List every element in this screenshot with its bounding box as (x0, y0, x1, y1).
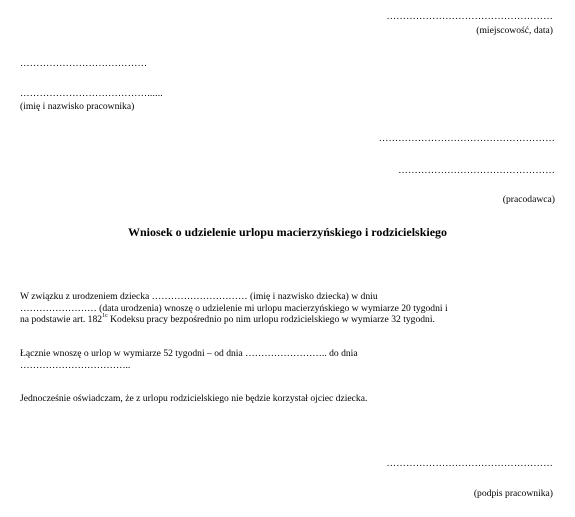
paragraph-request-line-1: W związku z urodzeniem dziecka ………………………… (imię i nazwisko dziecka) w dniu (20, 291, 378, 302)
signature-label: (podpis pracownika) (473, 488, 553, 499)
paragraph-request-line-3 (20, 314, 560, 326)
paragraph-request (20, 291, 560, 326)
employer-label: (pracodawca) (502, 194, 555, 205)
employee-dots-1: ………………………………… (20, 58, 148, 69)
paragraph-request-line-2: …………………… (data urodzenia) wnoszę o udzielenie mi urlopu macierzyńskiego w wymiarze 20 tygodni i (20, 302, 448, 314)
place-date-label: (miejscowość, data) (476, 25, 553, 36)
employer-dots-1: ……………………………………………… (378, 133, 555, 144)
law-article-superscript: 1c (102, 313, 108, 319)
law-article-rest: Kodeksu pracy bezpośrednio po nim urlopu rodzicielskiego w wymiarze 32 tygodni. (107, 314, 435, 325)
employee-label: (imię i nazwisko pracownika) (20, 101, 135, 112)
signature-dots: …………………………………………… (386, 458, 553, 469)
paragraph-declaration: Jednocześnie oświadczam, że z urlopu rodzicielskiego nie będzie korzystał ojciec dziecka. (20, 393, 368, 404)
paragraph-total-leave (20, 348, 560, 371)
paragraph-total-leave-line-1: Łącznie wnoszę o urlop w wymiarze 52 tygodni – od dnia …………………….. do dnia (20, 348, 358, 359)
employer-dots-2: ………………………………………… (398, 165, 555, 176)
employee-dots-2: …………………………………...... (20, 88, 163, 99)
paragraph-total-leave-line-2: …………………………….. (20, 359, 131, 371)
place-date-dots: …………………………………………… (386, 11, 553, 22)
law-article-text: na podstawie art. 182 (20, 314, 103, 325)
document-title: Wniosek o udzielenie urlopu macierzyńskiego i rodzicielskiego (127, 225, 448, 239)
